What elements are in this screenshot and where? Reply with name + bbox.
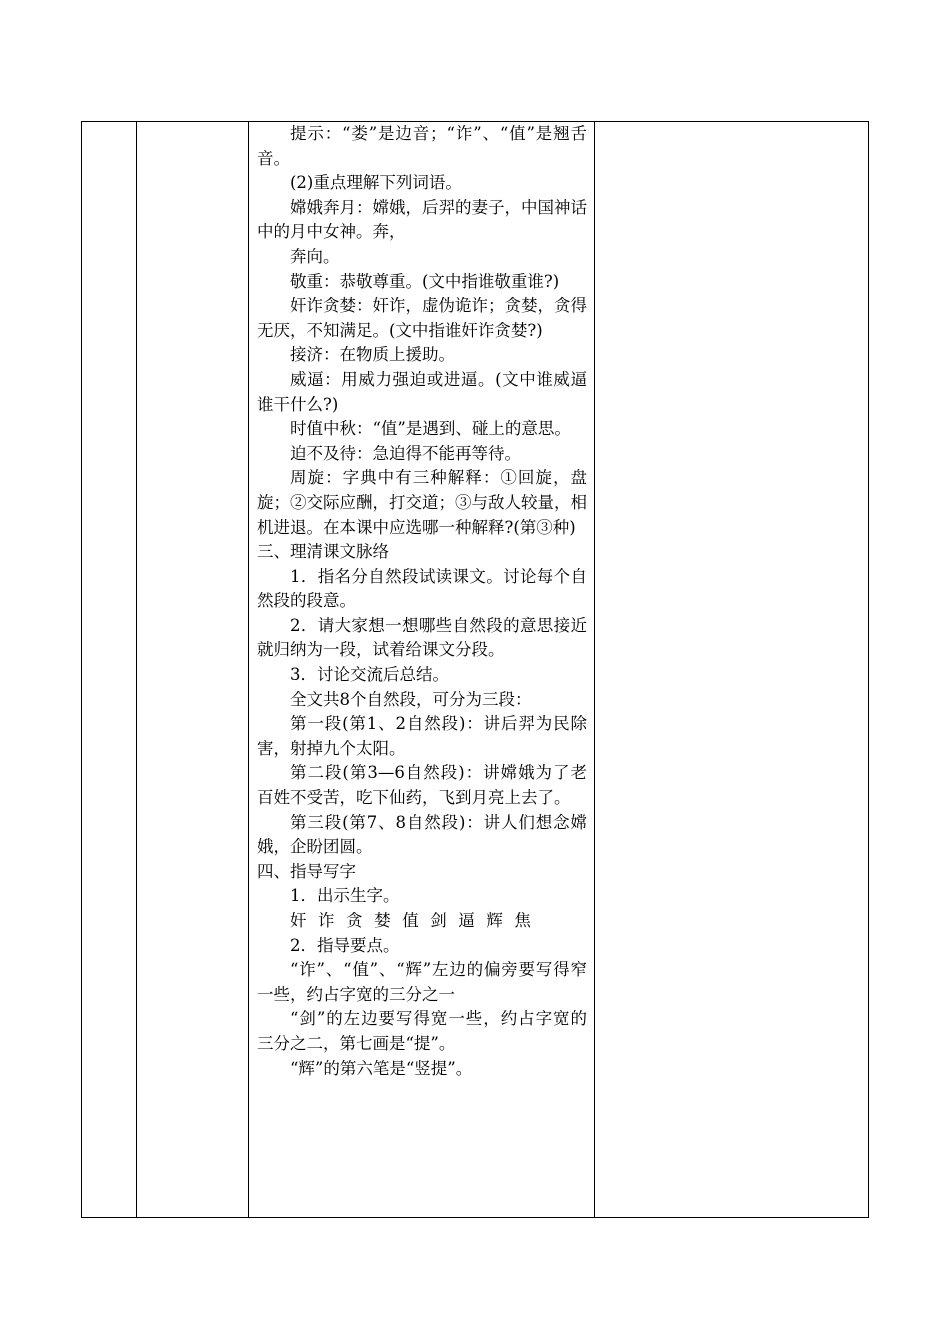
table-column-divider	[594, 121, 595, 1218]
section-heading-structure: 三、理清课文脉络	[257, 542, 389, 562]
paragraph-sword-tip: “剑”的左边要写得宽一些，约占字宽的三分之二，第七画是“提”。	[257, 1009, 587, 1053]
paragraph-vocab-change: 嫦娥奔月：嫦娥，后羿的妻子，中国神话中的月中女神。奔，	[257, 197, 587, 242]
lesson-content-cell	[257, 122, 587, 1081]
section-heading-writing: 四、指导写字	[257, 861, 356, 881]
paragraph-vocab-intro: (2)重点理解下列词语。	[290, 173, 462, 193]
paragraph-show-chars: 1．出示生字。	[290, 886, 400, 906]
paragraph-vocab-eager: 迫不及待：急迫得不能再等待。	[290, 443, 521, 463]
paragraph-step-3: 3．讨论交流后总结。	[290, 665, 449, 685]
paragraph-new-characters: 奸诈贪婪值剑逼辉焦	[290, 911, 543, 930]
paragraph-section-one: 第一段(第1、2自然段)：讲后羿为民除害，射掉九个太阳。	[257, 714, 587, 758]
paragraph-summary: 全文共8个自然段，可分为三段：	[290, 689, 532, 709]
paragraph-vocab-respect: 敬重：恭敬尊重。(文中指谁敬重谁?)	[290, 271, 560, 291]
paragraph-guidance: 2．指导要点。	[290, 935, 400, 955]
paragraph-section-three: 第三段(第7、8自然段)：讲人们想念嫦娥，企盼团圆。	[257, 812, 587, 857]
table-column-divider	[248, 121, 249, 1218]
paragraph-step-2: 2．请大家想一想哪些自然段的意思接近就归纳为一段，试着给课文分段。	[257, 615, 587, 660]
paragraph-step-1: 1．指名分自然段试读课文。讨论每个自然段的段意。	[257, 566, 587, 611]
paragraph-vocab-change-cont: 奔向。	[290, 246, 340, 266]
table-column-divider	[136, 121, 137, 1218]
paragraph-vocab-cope: 周旋：字典中有三种解释：①回旋，盘旋；②交际应酬，打交道；③与敌人较量，相机进退。在本课中应选哪一种解释?(第③种)	[257, 468, 587, 537]
paragraph-section-two: 第二段(第3—6自然段)：讲嫦娥为了老百姓不受苦，吃下仙药，飞到月亮上去了。	[257, 763, 587, 808]
paragraph-hui-tip: “辉”的第六笔是“竖提”。	[290, 1058, 473, 1078]
paragraph-vocab-aid: 接济：在物质上援助。	[290, 345, 455, 365]
paragraph-vocab-midautumn: 时值中秋：“值”是遇到、碰上的意思。	[290, 419, 571, 439]
paragraph-radical-tip: “诈”、“值”、“辉”左边的偏旁要写得窄一些，约占字宽的三分之一	[257, 960, 587, 1004]
paragraph-hint: 提示：“娄”是边音；“诈”、“值”是翘舌音。	[257, 124, 587, 168]
paragraph-vocab-force: 威逼：用威力强迫或进逼。(文中谁威逼谁干什么?)	[257, 369, 587, 414]
paragraph-vocab-greedy: 奸诈贪婪：奸诈，虚伪诡诈；贪婪，贪得无厌，不知满足。(文中指谁奸诈贪婪?)	[257, 296, 587, 340]
